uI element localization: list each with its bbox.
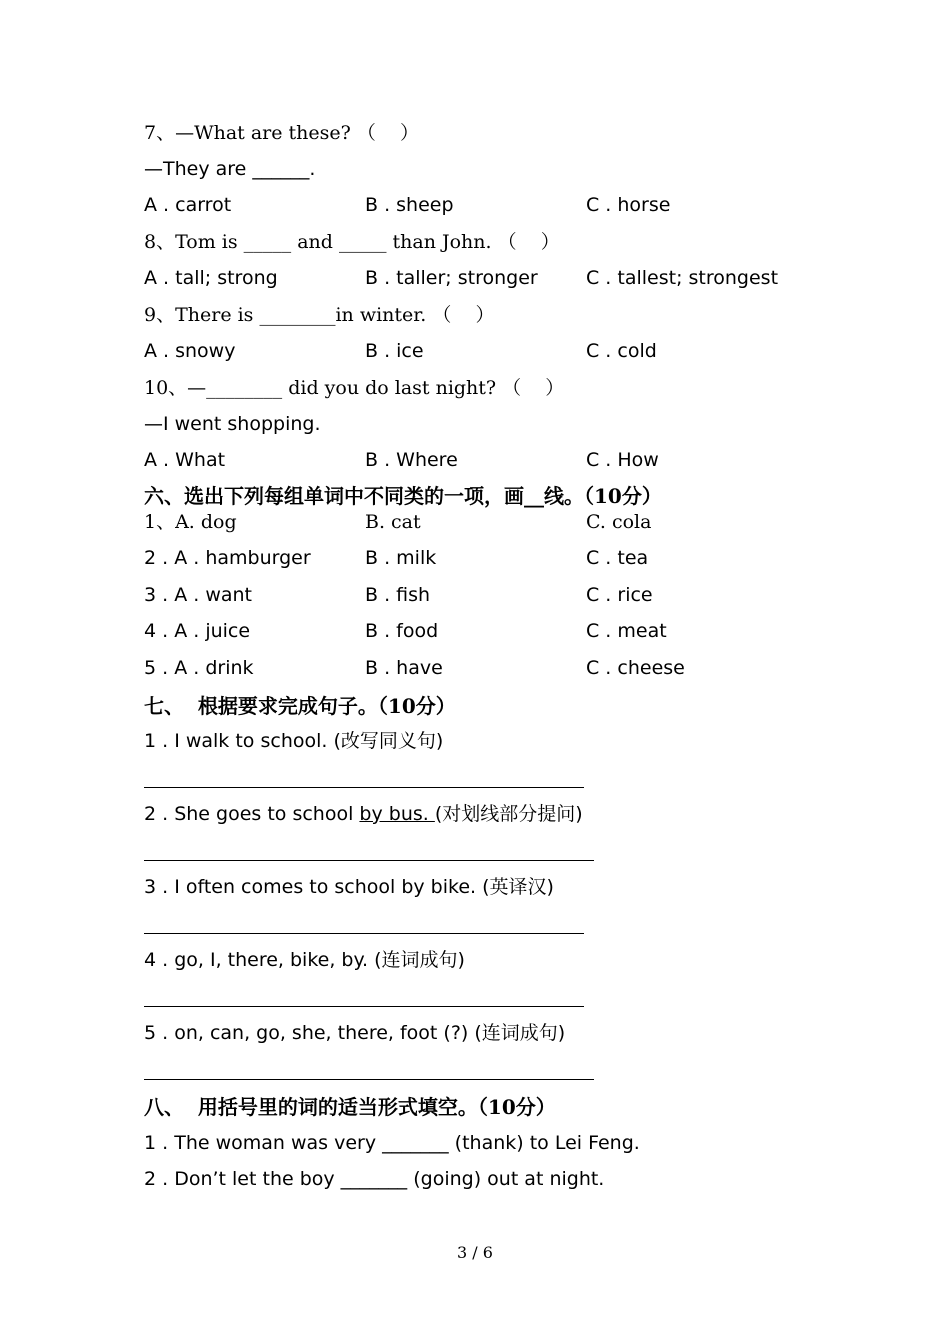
section6-row3-a: 3 . A . want [144,584,252,606]
q7-option-b: B . sheep [365,194,454,216]
q10-option-b: B . Where [365,449,458,471]
section6-row4-a: 4 . A . juice [144,620,251,642]
q10-option-a: A . What [144,449,226,471]
section8-item2: 2 . Don’t let the boy _______ (going) out at night. [144,1168,605,1190]
section6-row4-b: B . food [365,620,439,642]
q8-option-a: A . tall; strong [144,267,278,289]
section8-item1: 1 . The woman was very _______ (thank) to Lei Feng. [144,1132,640,1154]
page-number: 3 / 6 [457,1243,493,1262]
section6-row2-c: C . tea [586,547,649,569]
section6-row2-b: B . milk [365,547,437,569]
q9-option-a: A . snowy [144,340,236,362]
section8-title: 八、 用括号里的词的适当形式填空。（10分） [144,1095,556,1119]
section7-item4: 4 . go, I, there, bike, by. (连词成句) [144,949,465,971]
section7-item2-underlined: by bus. [359,803,435,825]
section6-row5-c: C . cheese [586,657,685,679]
q10-stem: 10、—________ did you do last night? （ ） [144,377,565,399]
section7-item2-post: (对划线部分提问) [434,803,583,825]
section6-title: 六、选出下列每组单词中不同类的一项，画__线。（10分） [144,484,662,508]
section6-row1-c: C. cola [586,511,652,533]
q7-stem: 7、—What are these? （ ） [144,122,420,144]
q10-line2: —I went shopping. [144,413,321,435]
section6-row1-b: B. cat [365,511,421,533]
section6-row1-a: 1、A. dog [144,511,237,533]
q7-option-c: C . horse [586,194,671,216]
q9-option-b: B . ice [365,340,424,362]
q8-stem: 8、Tom is _____ and _____ than John. （ ） [144,231,560,253]
q7-option-a: A . carrot [144,194,232,216]
section7-item2 [144,802,583,826]
section6-row3-b: B . fish [365,584,431,606]
section6-row5-b: B . have [365,657,443,679]
q8-option-b: B . taller; stronger [365,267,538,289]
q9-stem: 9、There is ________in winter. （ ） [144,304,495,326]
section7-answer-line5 [144,1079,594,1080]
section7-answer-line3 [144,933,584,934]
section7-answer-line2 [144,860,594,861]
section6-row5-a: 5 . A . drink [144,657,254,679]
section7-answer-line4 [144,1006,584,1007]
q8-option-c: C . tallest; strongest [586,267,779,289]
q10-option-c: C . How [586,449,659,471]
section7-item3: 3 . I often comes to school by bike. (英译汉) [144,876,554,898]
section6-row3-c: C . rice [586,584,653,606]
q9-option-c: C . cold [586,340,657,362]
section7-item1: 1 . I walk to school. (改写同义句) [144,730,444,752]
q7-line2: —They are ______. [144,158,316,180]
section6-row2-a: 2 . A . hamburger [144,547,311,569]
section7-item5: 5 . on, can, go, she, there, foot (?) (连词成句) [144,1022,566,1044]
section7-answer-line1 [144,787,584,788]
section6-row4-c: C . meat [586,620,667,642]
section7-title: 七、 根据要求完成句子。（10分） [144,694,456,718]
section7-item2-pre: 2 . She goes to school [144,803,360,825]
